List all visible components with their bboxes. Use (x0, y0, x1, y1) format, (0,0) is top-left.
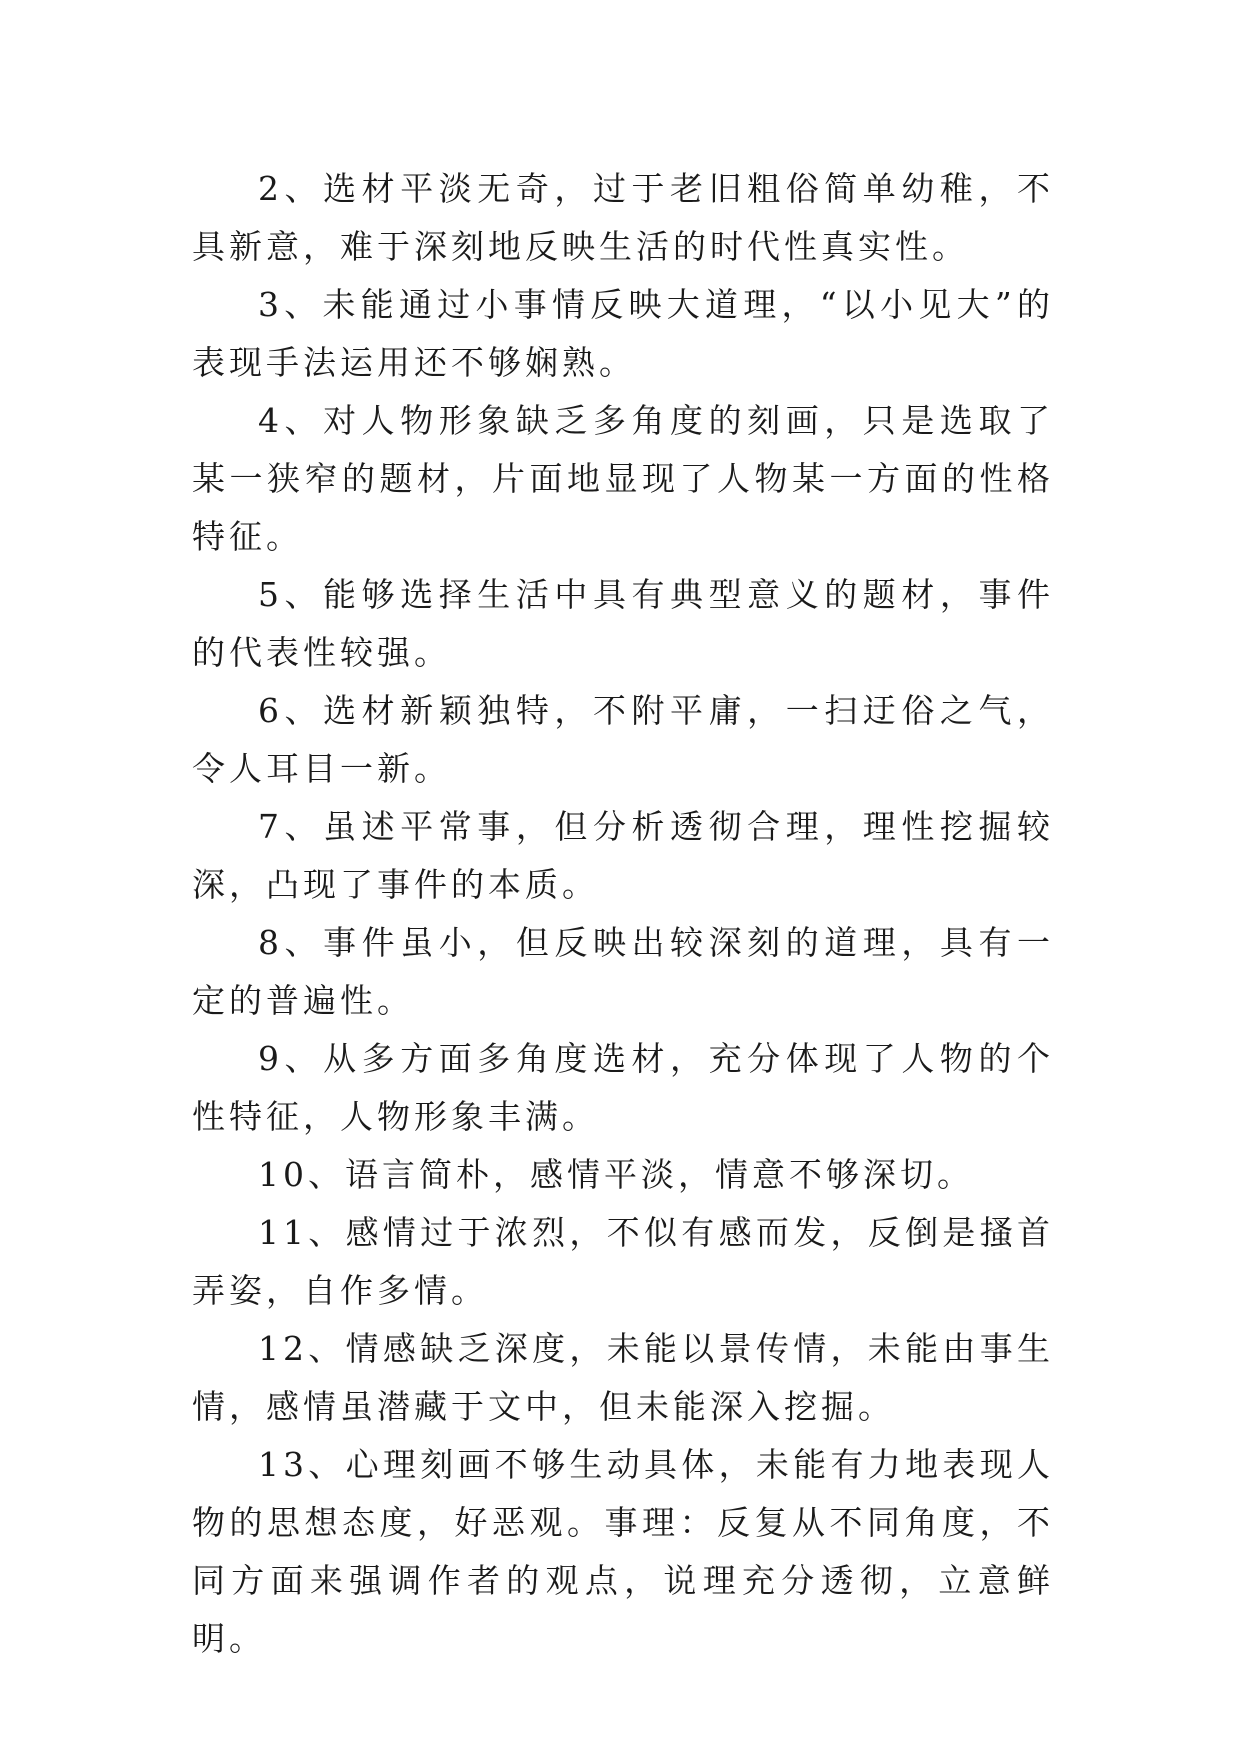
paragraph: 7、虽述平常事，但分析透彻合理，理性挖掘较深，凸现了事件的本质。 (192, 807, 1054, 904)
paragraph: 4、对人物形象缺乏多角度的刻画，只是选取了某一狭窄的题材，片面地显现了人物某一方面的性格特征。 (192, 401, 1054, 556)
paragraph: 6、选材新颖独特，不附平庸，一扫迂俗之气，令人耳目一新。 (192, 691, 1054, 788)
paragraph: 10、语言简朴，感情平淡，情意不够深切。 (258, 1155, 974, 1194)
paragraph: 12、情感缺乏深度，未能以景传情，未能由事生情，感情虽潜藏于文中，但未能深入挖掘。 (192, 1329, 1054, 1426)
paragraph: 13、心理刻画不够生动具体，未能有力地表现人物的思想态度，好恶观。事理：反复从不同角度，不同方面来强调作者的观点，说理充分透彻，立意鲜明。 (192, 1445, 1054, 1658)
paragraph: 2、选材平淡无奇，过于老旧粗俗简单幼稚，不具新意，难于深刻地反映生活的时代性真实性。 (192, 169, 1054, 266)
paragraph: 3、未能通过小事情反映大道理，“以小见大”的表现手法运用还不够娴熟。 (192, 285, 1054, 382)
paragraph: 5、能够选择生活中具有典型意义的题材，事件的代表性较强。 (192, 575, 1054, 672)
paragraph: 9、从多方面多角度选材，充分体现了人物的个性特征，人物形象丰满。 (192, 1039, 1054, 1136)
paragraph: 8、事件虽小，但反映出较深刻的道理，具有一定的普遍性。 (192, 923, 1054, 1020)
paragraph: 11、感情过于浓烈，不似有感而发，反倒是搔首弄姿，自作多情。 (192, 1213, 1054, 1310)
document-body (192, 160, 1054, 1668)
